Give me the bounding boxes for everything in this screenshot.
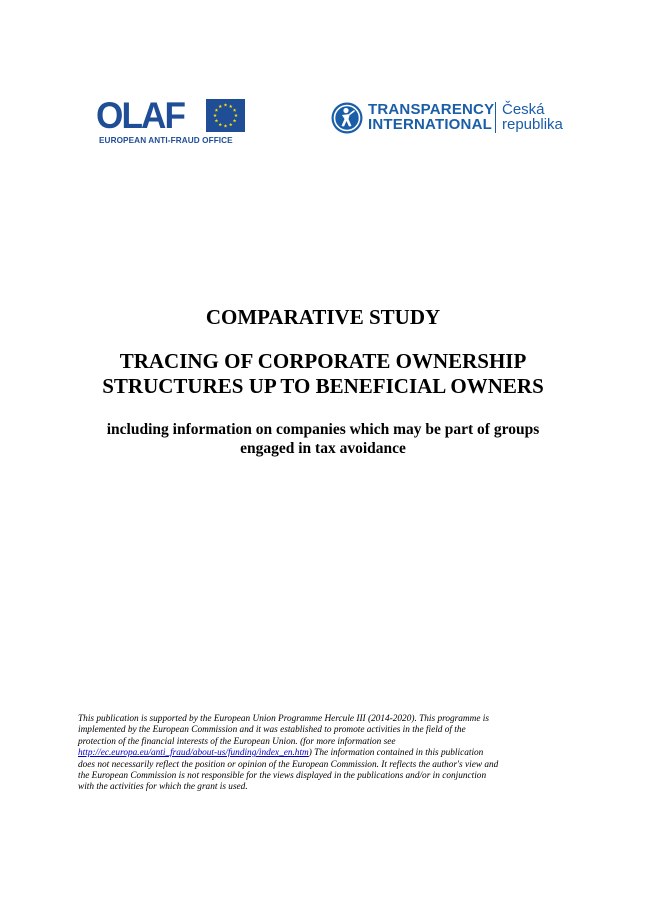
ti-country-line2: republika xyxy=(502,116,563,133)
document-title-line2: STRUCTURES UP TO BENEFICIAL OWNERS xyxy=(102,374,544,398)
eu-flag-icon xyxy=(206,99,245,132)
ti-country-line1: Česká xyxy=(502,101,545,118)
disclaimer-line: does not necessarily reflect the position or opinion of the European Commission. It reflects the author's view and xyxy=(78,759,499,770)
ti-country xyxy=(502,102,563,132)
ti-divider xyxy=(495,102,496,133)
disclaimer-line-with-link xyxy=(78,748,564,759)
olaf-logo xyxy=(96,95,246,148)
disclaimer-after-link: ) The information contained in this publication xyxy=(308,748,484,759)
disclaimer-line: the European Commission is not responsible for the views displayed in the publications and/or in conjunction xyxy=(78,771,487,782)
ti-emblem-icon xyxy=(331,102,363,134)
disclaimer-line: implemented by the European Commission and it was established to promote activities in the field of the xyxy=(78,725,466,736)
ti-name-line2: INTERNATIONAL xyxy=(368,116,492,133)
document-subtitle xyxy=(0,420,646,458)
document-subtitle-line2: engaged in tax avoidance xyxy=(240,440,406,457)
ti-name-line1: TRANSPARENCY xyxy=(368,101,495,118)
ti-name xyxy=(368,102,494,132)
document-title xyxy=(0,349,646,399)
olaf-wordmark: OLAF xyxy=(96,95,185,136)
funding-disclaimer xyxy=(78,714,564,794)
document-title-line1: TRACING OF CORPORATE OWNERSHIP xyxy=(119,349,527,373)
olaf-wordmark-container xyxy=(96,95,189,136)
disclaimer-line: protection of the financial interests of the European Union. (for more information see xyxy=(78,736,396,747)
disclaimer-line: with the activities for which the grant is used. xyxy=(78,782,248,793)
funding-info-link[interactable]: http://ec.europa.eu/anti_fraud/about-us/funding/index_en.htm xyxy=(78,748,309,759)
document-subtitle-line1: including information on companies which may be part of groups xyxy=(106,421,540,438)
olaf-subtitle: EUROPEAN ANTI-FRAUD OFFICE xyxy=(99,136,233,145)
document-label: COMPARATIVE STUDY xyxy=(205,305,441,329)
transparency-international-logo xyxy=(331,101,581,137)
disclaimer-line: This publication is supported by the European Union Programme Hercule III (2014-2020). This programme is xyxy=(78,714,490,724)
